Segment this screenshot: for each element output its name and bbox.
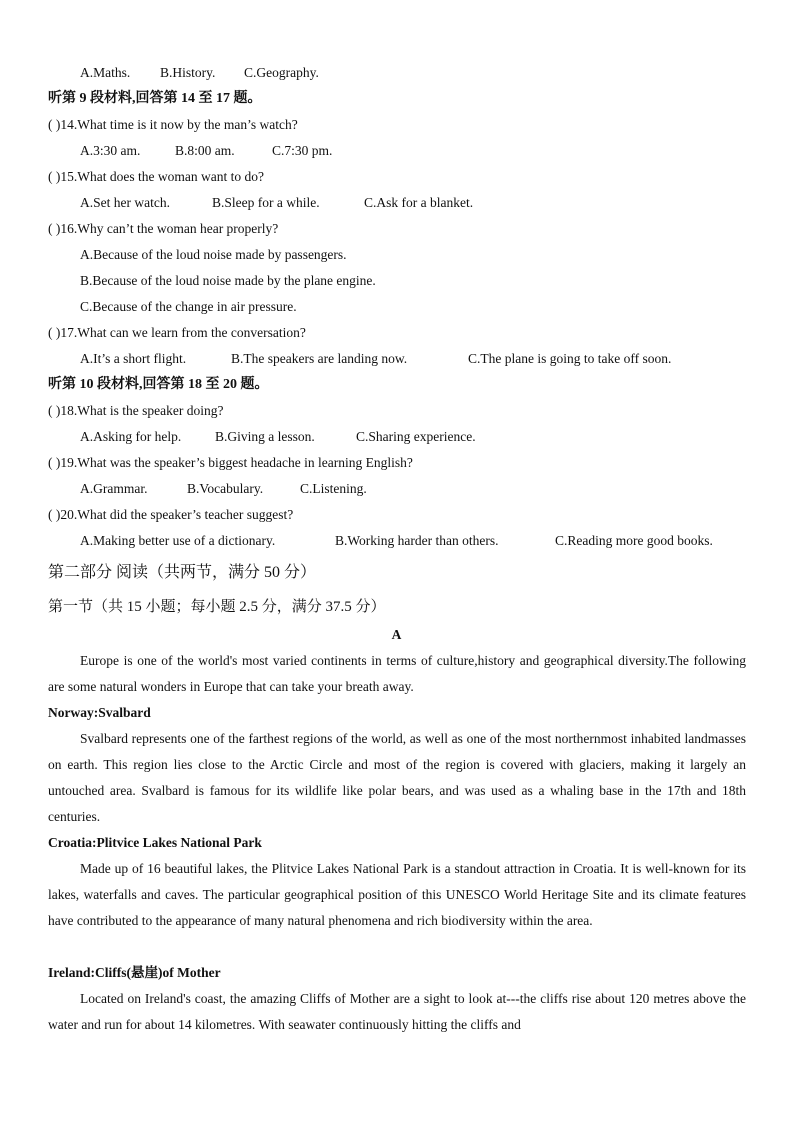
section-9-heading: 听第 9 段材料,回答第 14 至 17 题。 [48,91,262,106]
option: A.Maths. [80,65,131,80]
place-heading-ireland: Ireland:Cliffs(悬崖)of Mother [48,965,221,980]
q16-option-b: B.Because of the loud noise made by the plane engine. [80,273,376,288]
option: B.Giving a lesson. [215,429,315,444]
option: C.Sharing experience. [356,429,476,444]
q16-option-a: A.Because of the loud noise made by passengers. [80,247,347,262]
q18-options [80,428,476,446]
option: C.The plane is going to take off soon. [468,351,672,366]
part-2-title: 第二部分 阅读（共两节，满分 50 分） [48,564,317,581]
place-heading-norway: Norway:Svalbard [48,705,151,720]
place-text-croatia: Made up of 16 beautiful lakes, the Plitvice Lakes National Park is a standout attraction in Croatia. It is well-known for its lakes, waterfalls and caves. The particular geographical position of this UNESCO World Heritage Site and its climate features have contributed to the appearance of many natural phenomena and rich biodiversity within the area. [48,861,746,928]
option: A.It’s a short flight. [80,351,187,366]
q20-options [80,532,713,550]
option: B.The speakers are landing now. [231,351,408,366]
q19-options [80,480,367,498]
option: A.3:30 am. [80,143,141,158]
passage-intro: Europe is one of the world's most varied continents in terms of culture,history and geographical diversity.The following are some natural wonders in Europe that can take your breath away. [48,653,746,694]
option: C.Ask for a blanket. [364,195,474,210]
option: B.Sleep for a while. [212,195,320,210]
option: B.Vocabulary. [187,481,264,496]
question-15: ( )15.What does the woman want to do? [48,169,264,184]
option: C.Reading more good books. [555,533,713,548]
part-2-section-1-title: 第一节（共 15 小题；每小题 2.5 分，满分 37.5 分） [48,599,386,615]
option: B.Working harder than others. [335,533,499,548]
place-text-ireland: Located on Ireland's coast, the amazing Cliffs of Mother are a sight to look at---the cliffs rise about 120 metres above the water and run for about 14 kilometres. With seawater continuously hitting the cliffs and [48,991,746,1032]
question-16: ( )16.Why can’t the woman hear properly? [48,221,279,236]
question-18: ( )18.What is the speaker doing? [48,403,224,418]
option: C.Geography. [244,65,319,80]
option: A.Asking for help. [80,429,182,444]
option: A.Set her watch. [80,195,170,210]
option: A.Grammar. [80,481,148,496]
option: B.8:00 am. [175,143,235,158]
question-20: ( )20.What did the speaker’s teacher suggest? [48,507,294,522]
question-19: ( )19.What was the speaker’s biggest headache in learning English? [48,455,413,470]
place-text-norway: Svalbard represents one of the farthest regions of the world, as well as one of the most northernmost inhabited landmasses on earth. This region lies close to the Arctic Circle and most of the region is covered with glaciers, making it largely an untouched area. Svalbard is famous for its wildlife like polar bears, and was used as a whaling base in the 17th and 18th centuries. [48,731,746,824]
option: C.7:30 pm. [272,143,333,158]
option: C.Listening. [300,481,367,496]
question-17: ( )17.What can we learn from the conversation? [48,325,306,340]
place-heading-croatia: Croatia:Plitvice Lakes National Park [48,835,262,850]
passage-label: A [391,627,402,642]
q17-options [80,350,671,368]
q16-option-c: C.Because of the change in air pressure. [80,299,297,314]
question-14: ( )14.What time is it now by the man’s watch? [48,117,298,132]
option: A.Making better use of a dictionary. [80,533,276,548]
option: B.History. [160,65,216,80]
q14-options [80,142,332,160]
section-10-heading: 听第 10 段材料,回答第 18 至 20 题。 [48,377,269,392]
q15-options [80,194,473,212]
q13-options [80,64,319,82]
